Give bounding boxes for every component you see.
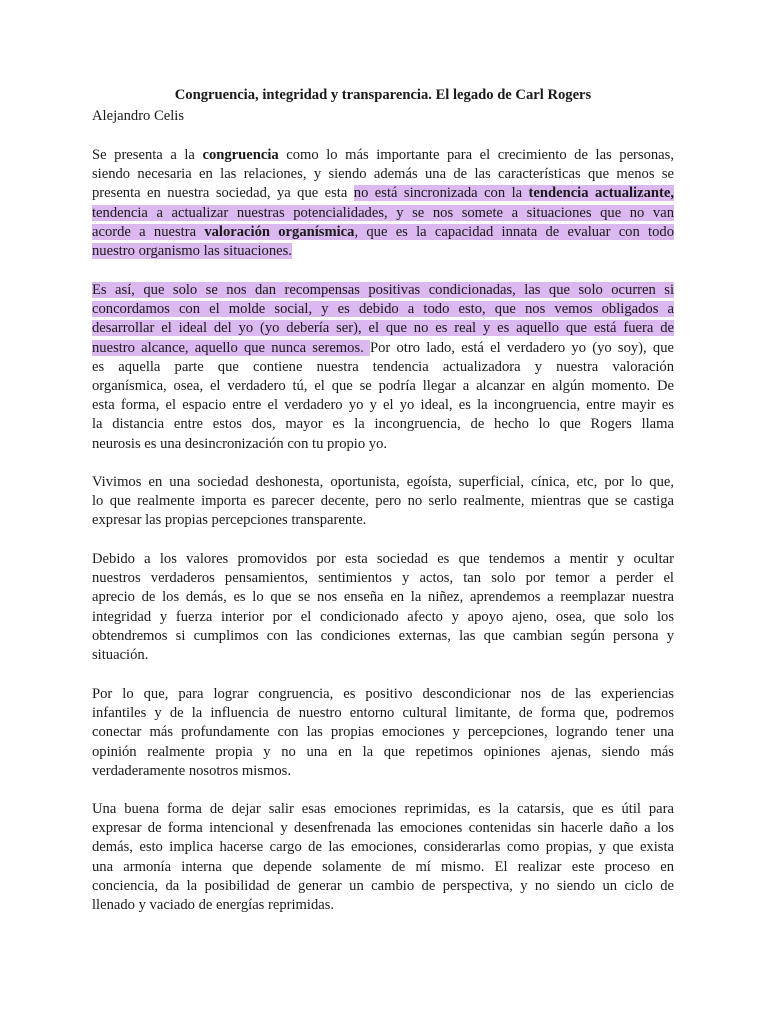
text-run: opinión realmente propia y no una en la que repetimos opiniones ajenas, siendo más	[92, 743, 674, 760]
text-line	[92, 204, 674, 223]
text-line	[92, 146, 674, 165]
text-line	[92, 358, 674, 377]
text-line	[92, 819, 674, 838]
text-run: es aquella parte que contiene nuestra tendencia actualizadora y nuestra valoración	[92, 358, 674, 375]
text-run: obtendremos si cumplimos con las condiciones externas, las que cambian según persona y	[92, 627, 674, 644]
text-run: Se presenta a la	[92, 147, 203, 163]
text-line	[92, 704, 674, 723]
text-run: organísmica, osea, el verdadero tú, el que se podría llegar a alcanzar en algún momento. De	[92, 377, 674, 394]
text-run: esta forma, el espacio entre el verdadero yo y el yo ideal, es la incongruencia, entre mayir es	[92, 397, 674, 414]
text-line	[92, 646, 674, 665]
text-line	[92, 396, 674, 415]
paragraph	[92, 800, 674, 915]
text-line	[92, 223, 674, 242]
text-line	[92, 319, 674, 338]
text-line	[92, 723, 674, 742]
highlighted-text: concordamos con el molde social, y es debido a todo esto, que nos vemos obligados a	[92, 301, 674, 318]
highlighted-text: nuestro alcance, aquello que nunca seremos.	[92, 339, 370, 356]
text-run: la distancia entre estos dos, mayor es la incongruencia, de hecho lo que Rogers llama	[92, 416, 674, 433]
text-line	[92, 165, 674, 184]
text-line	[92, 800, 674, 819]
text-line	[92, 550, 674, 569]
highlighted-text: desarrollar el ideal del yo (yo debería ser), el que no es real y es aquello que está fuera de	[92, 320, 674, 337]
text-run: aprecio de los demás, es lo que se nos enseña en la niñez, aprendemos a reemplazar nuestra	[92, 589, 674, 606]
highlighted-text: Es así, que solo se nos dan recompensas positivas condicionadas, las que solo ocurren si	[92, 282, 674, 298]
text-run: Debido a los valores promovidos por esta sociedad es que tendemos a mentir y ocultar	[92, 551, 674, 567]
text-line	[92, 281, 674, 300]
text-line	[92, 339, 674, 358]
text-line	[92, 242, 674, 261]
text-line	[92, 627, 674, 646]
paragraph	[92, 550, 674, 665]
text-line	[92, 838, 674, 857]
text-run: neurosis es una desincronización con tu propio yo.	[92, 435, 388, 452]
document-title: Congruencia, integridad y transparencia. El legado de Carl Rogers	[174, 87, 592, 103]
highlighted-text: tendencia a actualizar nuestras potencialidades, y se nos somete a situaciones que no van	[92, 204, 674, 221]
highlighted-text: tendencia actualizante,	[528, 185, 674, 202]
paragraph	[92, 685, 674, 781]
text-run: lo que realmente importa es parecer decente, pero no serlo realmente, mientras que se castiga	[92, 493, 674, 510]
text-run: expresar de forma intencional y desenfrenada las emociones contenidas sin hacerle daño a los	[92, 820, 674, 837]
text-line	[92, 435, 674, 454]
text-run: Vivimos en una sociedad deshonesta, oportunista, egoísta, superficial, cínica, etc, por lo que,	[92, 474, 674, 490]
text-run: Por lo que, para lograr congruencia, es positivo descondicionar nos de las experiencias	[92, 686, 674, 702]
text-run: una armonía interna que depende solamente de mí mismo. El realizar este proceso en	[92, 858, 674, 875]
text-run: nuestros verdaderos pensamientos, sentimientos y actos, tan solo por temor a perder el	[92, 570, 674, 587]
text-run: Una buena forma de dejar salir esas emociones reprimidas, es la catarsis, que es útil para	[92, 801, 674, 817]
text-run: demás, esto implica hacerse cargo de las emociones, considerarlas como propias, y que exista	[92, 839, 674, 856]
highlighted-text: no está sincronizada con la	[353, 185, 529, 202]
text-line	[92, 877, 674, 896]
text-line	[92, 608, 674, 627]
text-line	[92, 896, 674, 915]
text-run: presenta en nuestra sociedad, ya que esta	[92, 185, 354, 202]
text-line	[92, 762, 674, 781]
text-run: como lo más importante para el crecimiento de las personas,	[278, 147, 674, 163]
text-line	[92, 511, 674, 530]
text-line	[92, 300, 674, 319]
text-line	[92, 858, 674, 877]
text-run: llenado y vaciado de energías reprimidas.	[92, 896, 335, 913]
text-run: conectar más profundamente con las propias emociones y percepciones, logrando tener una	[92, 724, 674, 741]
text-run: Por otro lado, está el verdadero yo (yo soy), que	[370, 339, 674, 356]
highlighted-text: , que es la capacidad innata de evaluar con todo	[354, 223, 674, 240]
paragraph	[92, 281, 674, 454]
text-line	[92, 184, 674, 203]
text-line	[92, 415, 674, 434]
highlighted-text: nuestro organismo las situaciones.	[92, 242, 292, 259]
text-line	[92, 743, 674, 762]
text-run: expresar las propias percepciones transparente.	[92, 512, 367, 529]
paragraph	[92, 473, 674, 531]
document-author: Alejandro Celis	[92, 108, 185, 124]
highlighted-text: valoración organísmica	[204, 223, 355, 240]
text-run: infantiles y de la influencia de nuestro entorno cultural limitante, de forma que, podremos	[92, 705, 674, 722]
bold-text: congruencia	[202, 147, 279, 163]
text-run: siendo necesaria en las relaciones, y siendo además una de las características que menos se	[92, 166, 674, 183]
text-line	[92, 377, 674, 396]
text-run: integridad y fuerza interior por el condicionado afecto y apoyo ajeno, osea, que solo los	[92, 608, 674, 625]
text-line	[92, 569, 674, 588]
text-line	[92, 685, 674, 704]
text-line	[92, 492, 674, 511]
text-line	[92, 473, 674, 492]
text-line	[92, 588, 674, 607]
highlighted-text: acorde a nuestra	[92, 223, 205, 240]
text-run: situación.	[92, 646, 149, 663]
paragraph	[92, 146, 674, 261]
text-run: verdaderamente nosotros mismos.	[92, 762, 291, 779]
text-run: conciencia, da la posibilidad de generar un cambio de perspectiva, y no siendo un ciclo de	[92, 877, 674, 894]
